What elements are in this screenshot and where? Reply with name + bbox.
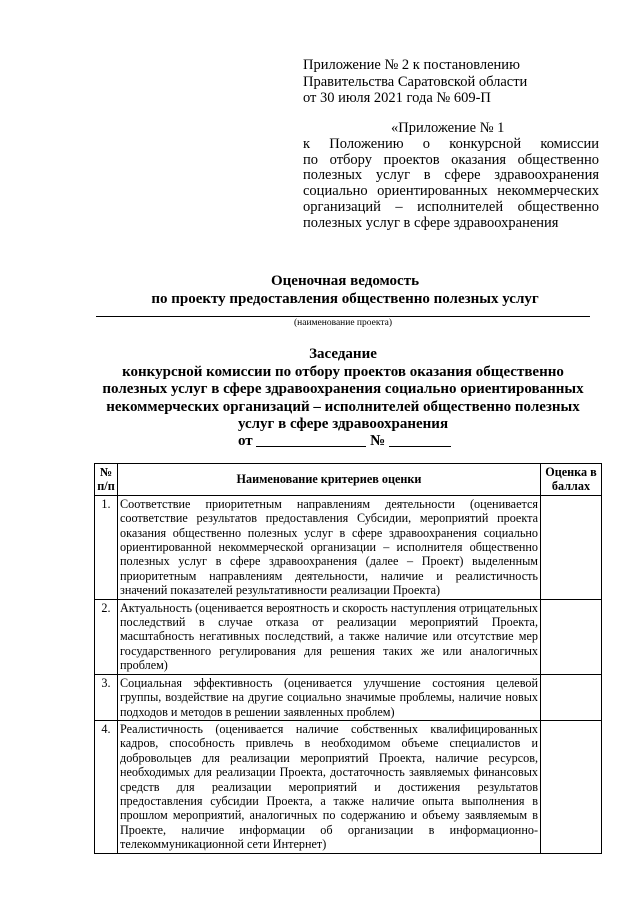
date-blank-field	[256, 446, 366, 447]
project-name-caption: (наименование проекта)	[293, 318, 392, 328]
table-row	[95, 674, 602, 720]
session-date-number	[238, 433, 451, 450]
date-label: от	[238, 433, 253, 449]
document-title	[100, 272, 590, 308]
number-label: №	[370, 433, 386, 449]
project-name-field	[96, 316, 590, 317]
appendix-reference-line: социально ориентированных некоммерческих	[303, 183, 599, 200]
appendix-reference-line: «Приложение № 1	[391, 120, 505, 136]
row-num: 2.	[95, 599, 118, 674]
header-criteria: Наименование критериев оценки	[118, 464, 541, 496]
header-num: № п/п	[95, 464, 118, 496]
appendix-reference-line: по отбору проектов оказания общественно	[303, 151, 599, 168]
session-line: Заседание	[309, 346, 377, 362]
row-num: 3.	[95, 674, 118, 720]
appendix-reference-line: полезных услуг в сфере здравоохранения	[303, 214, 559, 231]
title-line: Оценочная ведомость	[270, 273, 420, 289]
row-criterion: Социальная эффективность (оценивается улучшение состояния целевой группы, воздействие на другие социально значимые проблемы, наличие новых подходов и методов в решении заявленных проблем)	[118, 674, 541, 720]
session-line: некоммерческих организаций – исполнителей общественно полезных	[106, 398, 580, 415]
table-header-row	[95, 464, 602, 496]
session-line: конкурсной комиссии по отбору проектов оказания общественно	[122, 363, 564, 380]
table-row	[95, 720, 602, 853]
table-row	[95, 599, 602, 674]
session-line: полезных услуг в сфере здравоохранения социально ориентированных	[102, 381, 584, 398]
row-criterion: Актуальность (оценивается вероятность и скорость наступления отрицательных последствий в случае отказа от реализации мероприятий Проекта, масштабность негативных последствий, а также наличие или отсутствие мер государственного регулирования для решения таких же или аналогичных проблем)	[118, 599, 541, 674]
row-score-cell[interactable]	[541, 599, 602, 674]
session-heading	[96, 346, 590, 434]
row-num: 1.	[95, 495, 118, 599]
row-score-cell[interactable]	[541, 495, 602, 599]
appendix-header-line: от 30 июля 2021 года № 609-П	[303, 90, 491, 106]
appendix-header	[303, 57, 603, 107]
row-num: 4.	[95, 720, 118, 853]
row-score-cell[interactable]	[541, 674, 602, 720]
table-row	[95, 495, 602, 599]
number-blank-field	[389, 446, 451, 447]
appendix-reference	[303, 121, 599, 232]
appendix-reference-line: организаций – исполнителей общественно	[303, 198, 599, 215]
appendix-reference-line: к Положению о конкурсной комиссии	[303, 135, 599, 152]
session-line: услуг в сфере здравоохранения	[237, 416, 449, 433]
criteria-table	[94, 463, 602, 854]
appendix-header-line: Приложение № 2 к постановлению	[303, 57, 520, 73]
appendix-reference-line: полезных услуг в сфере здравоохранения	[303, 167, 599, 184]
row-criterion: Соответствие приоритетным направлениям деятельности (оценивается соответствие результатов предоставления Субсидии, мероприятий проекта оказания общественно полезных услуг в сфере здравоохранения социально ориентированной некоммерческой организации – исполнителя общественно полезных услуг в сфере здравоохранения (далее – Проект) выделенным приоритетным направлениям деятельности, наличие и реалистичность значений показателей результативности реализации Проекта)	[118, 495, 541, 599]
title-line: по проекту предоставления общественно полезных услуг	[151, 291, 539, 307]
header-score: Оценка в баллах	[541, 464, 602, 496]
row-criterion: Реалистичность (оценивается наличие собственных квалифицированных кадров, способность привлечь в необходимом объеме специалистов и добровольцев для реализации мероприятий Проекта, наличие ресурсов, необходимых для реализации Проекта, достаточность заявляемых финансовых средств для реализации мероприятий и достижения результатов предоставления субсидии Проекта, а также наличие опыта выполнения в прошлом мероприятий, аналогичных по содержанию и объему заявляемым в Проекте, наличие информации об организации в информационно-телекоммуникационной сети Интернет)	[118, 720, 541, 853]
row-score-cell[interactable]	[541, 720, 602, 853]
appendix-header-line: Правительства Саратовской области	[303, 73, 528, 90]
